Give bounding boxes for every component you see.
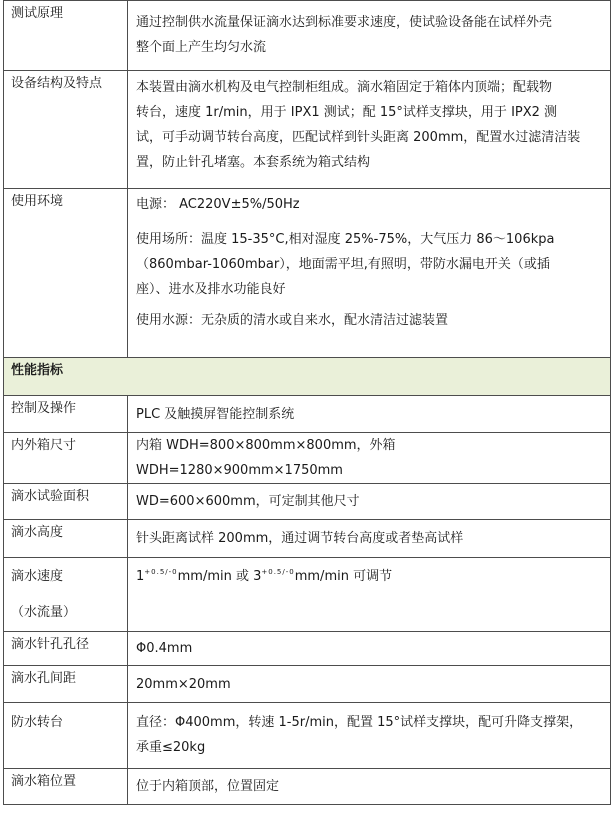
label-drip-speed (4, 558, 128, 632)
structure-line: 试，可手动调节转台高度，匹配试样到针头距离 200mm，配置水过滤清洁装 (136, 130, 581, 145)
label-principle: 测试原理 (4, 1, 128, 71)
row-drip-height (4, 520, 611, 558)
value-principle (128, 1, 611, 71)
label-environment: 使用环境 (4, 189, 128, 358)
turntable-line: 直径：Φ400mm，转速 1-5r/min，配置 15°试样支撑块，配可升降支撑架， (136, 715, 583, 730)
principle-line: 整个面上产生均匀水流 (136, 40, 267, 55)
row-control (4, 396, 611, 433)
drip-speed-mid: mm/min 或 3 (177, 569, 262, 584)
label-drip-speed-line1: 滴水速度 (11, 569, 64, 584)
turntable-line: 承重≤20kg (136, 740, 206, 755)
row-tank-position (4, 769, 611, 805)
environment-power: 电源： AC220V±5%/50Hz (136, 197, 300, 212)
row-principle (4, 1, 611, 71)
row-drip-speed (4, 558, 611, 632)
spec-table (3, 0, 611, 805)
row-test-area (4, 484, 611, 520)
label-test-area: 滴水试验面积 (4, 484, 128, 520)
label-control: 控制及操作 (4, 396, 128, 433)
drip-speed-tolerance-2: +0.5/-0 (261, 568, 295, 576)
section-title: 性能指标 (4, 358, 611, 396)
drip-speed-tolerance-1: +0.5/-0 (144, 568, 178, 576)
label-box-size: 内外箱尺寸 (4, 433, 128, 484)
label-hole-spacing: 滴水孔间距 (4, 666, 128, 703)
row-needle-diameter (4, 632, 611, 666)
value-needle-diameter: Φ0.4mm (128, 632, 611, 666)
environment-site-line: 使用场所：温度 15-35°C,相对湿度 25%-75%，大气压力 86～106kpa (136, 232, 555, 247)
value-control: PLC 及触摸屏智能控制系统 (128, 396, 611, 433)
value-hole-spacing: 20mm×20mm (128, 666, 611, 703)
row-structure (4, 71, 611, 189)
value-drip-height: 针头距离试样 200mm，通过调节转台高度或者垫高试样 (128, 520, 611, 558)
structure-line: 置，防止针孔堵塞。本套系统为箱式结构 (136, 155, 371, 170)
value-tank-position: 位于内箱顶部，位置固定 (128, 769, 611, 805)
principle-line: 通过控制供水流量保证滴水达到标准要求速度，使试验设备能在试样外壳 (136, 15, 553, 30)
drip-speed-tail: mm/min 可调节 (294, 569, 393, 584)
label-drip-height: 滴水高度 (4, 520, 128, 558)
environment-water: 使用水源：无杂质的清水或自来水，配水清洁过滤装置 (136, 313, 449, 328)
row-hole-spacing (4, 666, 611, 703)
value-test-area: WD=600×600mm，可定制其他尺寸 (128, 484, 611, 520)
value-turntable (128, 703, 611, 769)
value-box-size: 内箱 WDH=800×800mm×800mm，外箱 WDH=1280×900mm×1750mm (128, 433, 611, 484)
drip-speed-value-1: 1 (136, 569, 145, 584)
environment-site-line: （860mbar-1060mbar），地面需平坦,有照明，带防水漏电开关（或插 (136, 257, 550, 272)
row-turntable (4, 703, 611, 769)
label-needle-diameter: 滴水针孔孔径 (4, 632, 128, 666)
value-environment (128, 189, 611, 358)
row-section-header (4, 358, 611, 396)
label-tank-position: 滴水箱位置 (4, 769, 128, 805)
value-drip-speed (128, 558, 611, 632)
row-box-size (4, 433, 611, 484)
label-structure: 设备结构及特点 (4, 71, 128, 189)
structure-line: 本装置由滴水机构及电气控制柜组成。滴水箱固定于箱体内顶端；配载物 (136, 80, 553, 95)
value-structure (128, 71, 611, 189)
row-environment (4, 189, 611, 358)
structure-line: 转台，速度 1r/min，用于 IPX1 测试；配 15°试样支撑块，用于 IPX2 测 (136, 105, 558, 120)
environment-site-line: 座）、进水及排水功能良好 (136, 282, 286, 297)
label-drip-speed-line2: （水流量） (11, 605, 77, 620)
label-turntable: 防水转台 (4, 703, 128, 769)
